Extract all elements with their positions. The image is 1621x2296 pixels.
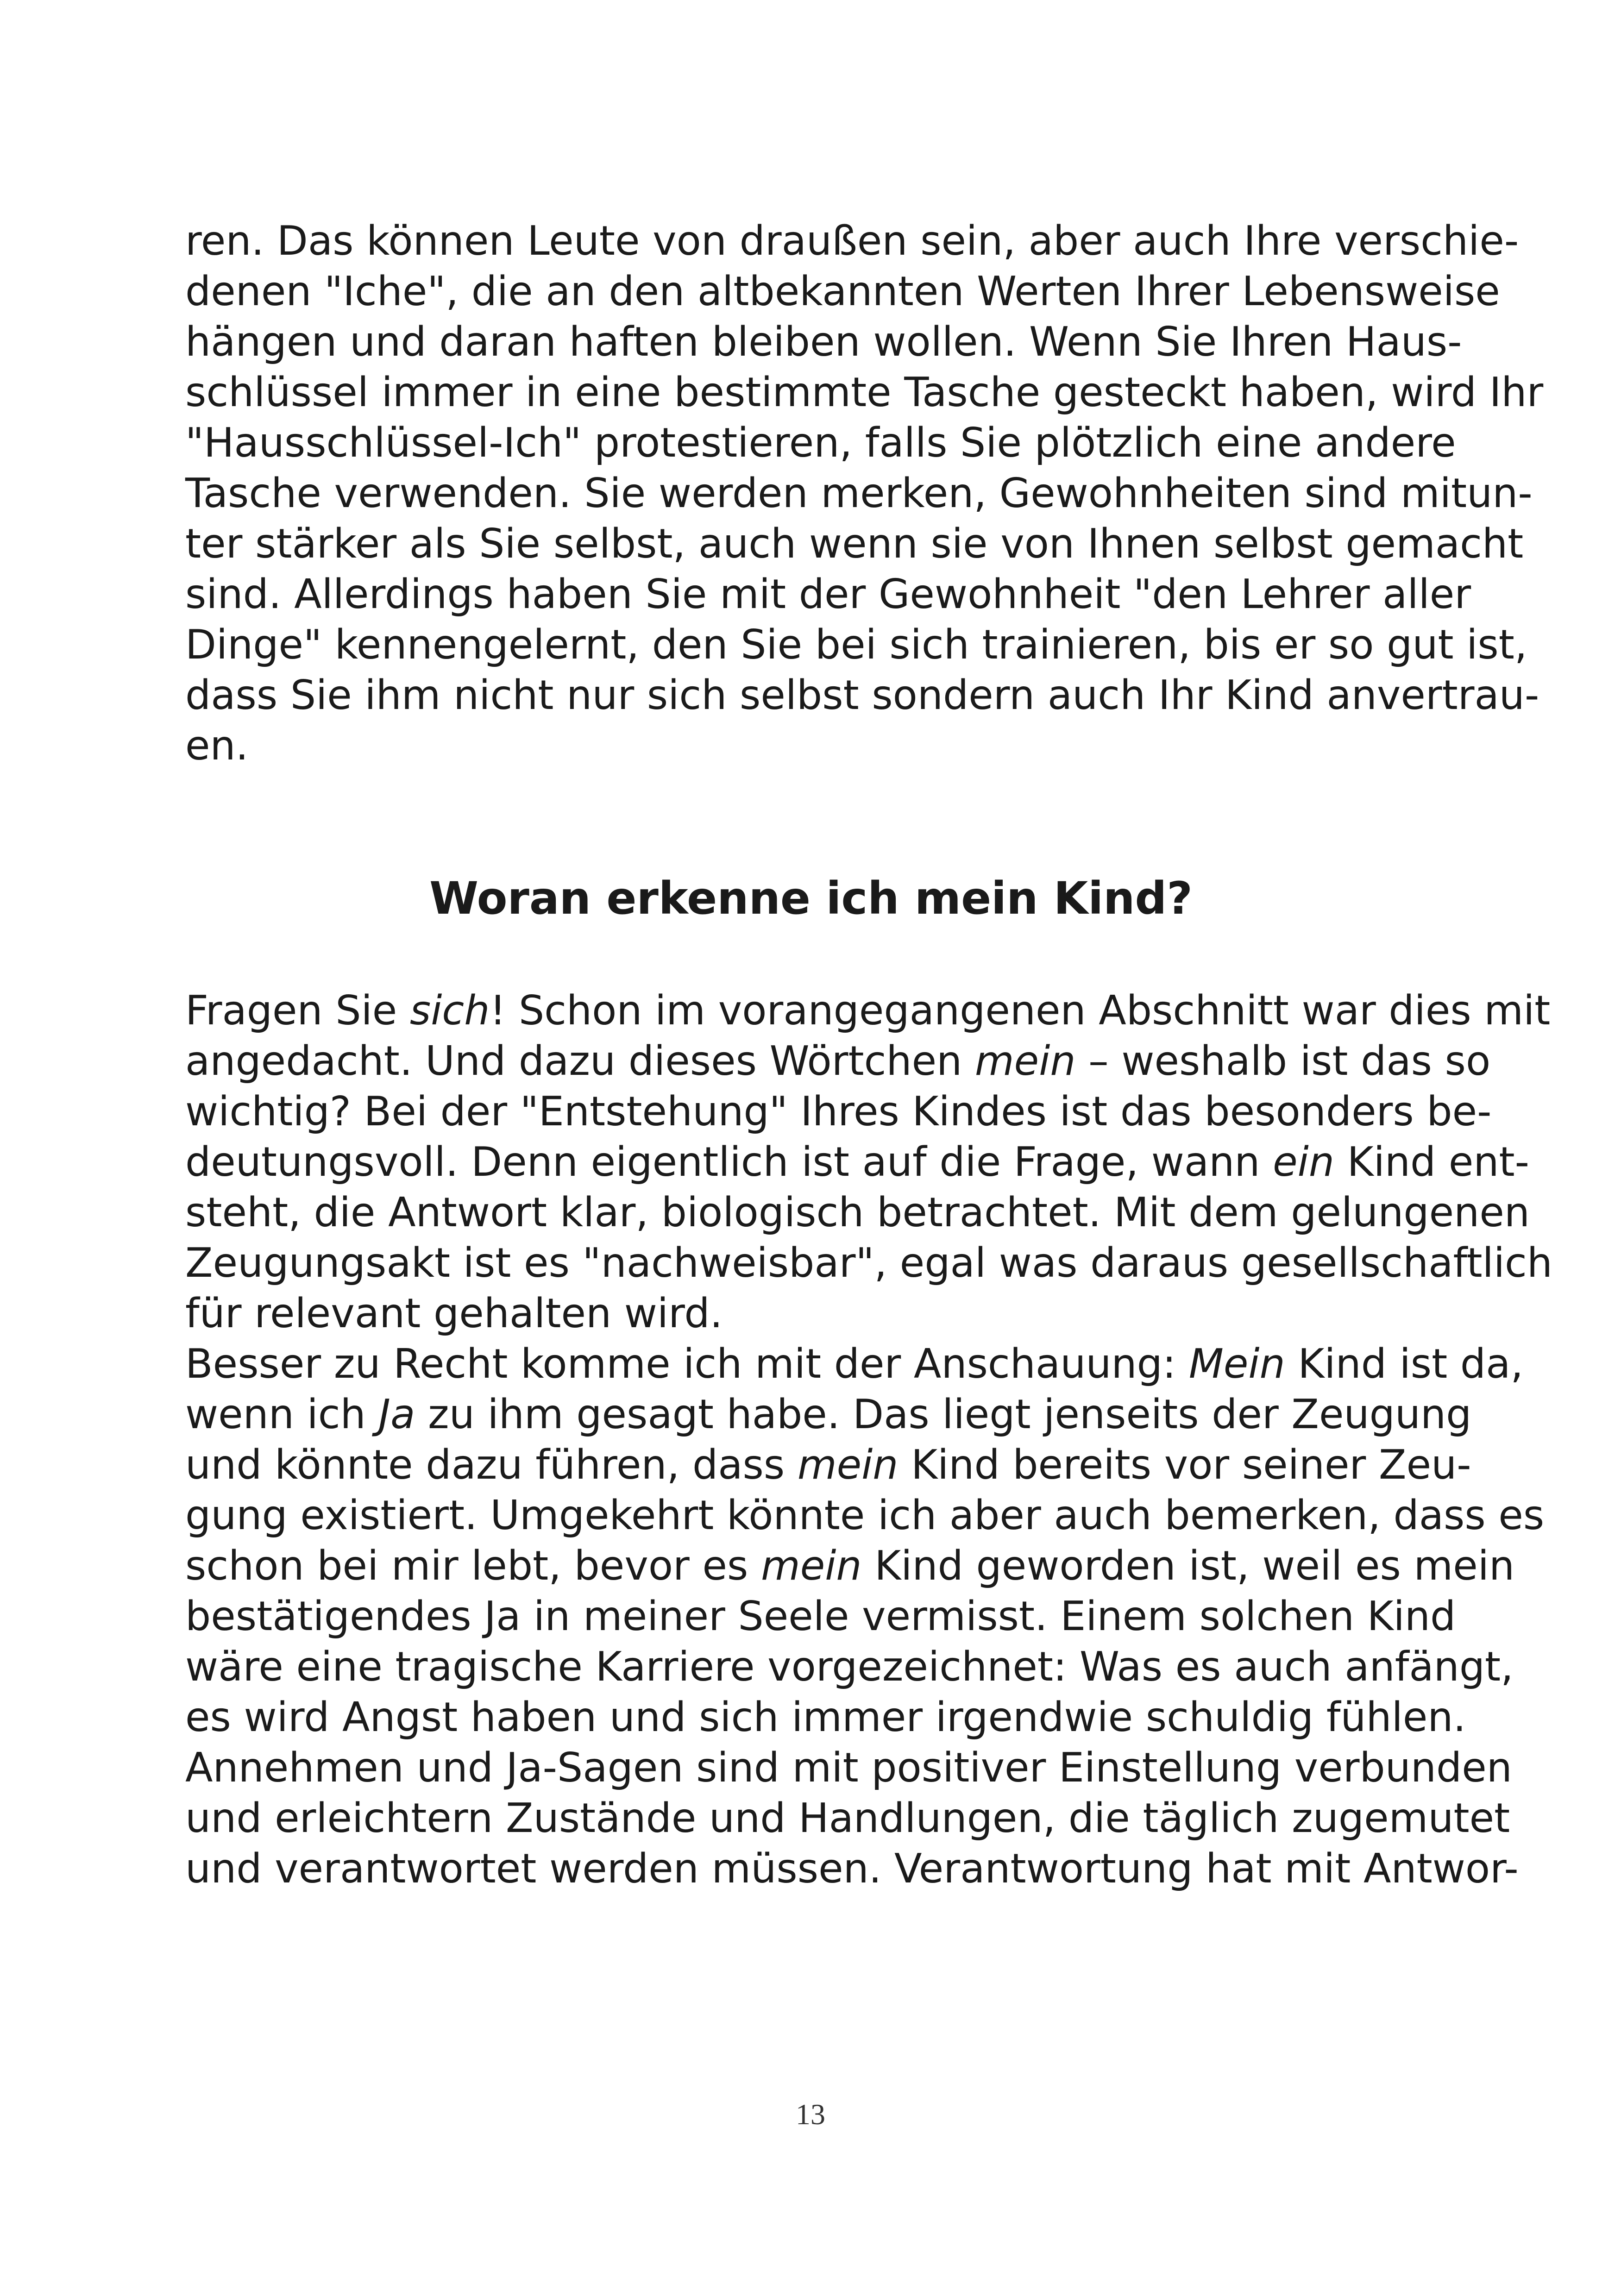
section-heading: Woran erkenne ich mein Kind? bbox=[429, 872, 1193, 924]
text-line: wäre eine tragische Karriere vorgezeichnet: Was es auch anfängt, bbox=[185, 1643, 1514, 1690]
text-line: für relevant gehalten wird. bbox=[185, 1290, 723, 1337]
text-line bbox=[185, 1541, 1515, 1591]
text-line: Tasche verwenden. Sie werden merken, Gewohnheiten sind mitun- bbox=[185, 470, 1533, 517]
text-line bbox=[185, 1440, 1471, 1490]
text-line: Dinge" kennengelernt, den Sie bei sich trainieren, bis er so gut ist, bbox=[185, 621, 1527, 668]
text-run: und könnte dazu führen, dass bbox=[185, 1441, 798, 1488]
section-body bbox=[185, 985, 1552, 1894]
emphasis: mein bbox=[760, 1542, 862, 1589]
text-run: Besser zu Recht komme ich mit der Anschauung: bbox=[185, 1340, 1189, 1387]
text-run: wenn ich bbox=[185, 1391, 379, 1438]
emphasis: sich bbox=[409, 987, 490, 1034]
text-line bbox=[185, 1036, 1491, 1086]
emphasis: Ja bbox=[378, 1391, 415, 1438]
emphasis: mein bbox=[974, 1037, 1076, 1085]
text-line: Annehmen und Ja-Sagen sind mit positiver Einstellung verbunden bbox=[185, 1744, 1512, 1791]
text-line: ter stärker als Sie selbst, auch wenn sie von Ihnen selbst gemacht bbox=[185, 520, 1524, 567]
page-number: 13 bbox=[796, 2098, 825, 2131]
text-run: ! Schon im vorangegangenen Abschnitt war dies mit bbox=[490, 987, 1551, 1034]
text-line: es wird Angst haben und sich immer irgendwie schuldig fühlen. bbox=[185, 1694, 1466, 1741]
text-line: bestätigendes Ja in meiner Seele vermisst. Einem solchen Kind bbox=[185, 1593, 1456, 1640]
text-line: hängen und daran haften bleiben wollen. Wenn Sie Ihren Haus- bbox=[185, 318, 1462, 365]
text-line: wichtig? Bei der "Entstehung" Ihres Kindes ist das besonders be- bbox=[185, 1088, 1492, 1135]
text-line bbox=[185, 1389, 1472, 1440]
text-run: Kind ent- bbox=[1334, 1138, 1530, 1186]
text-line: en. bbox=[185, 722, 249, 769]
text-line bbox=[185, 1339, 1524, 1389]
text-run: Kind geworden ist, weil es mein bbox=[861, 1542, 1515, 1589]
text-run: angedacht. Und dazu dieses Wörtchen bbox=[185, 1037, 975, 1085]
emphasis: Mein bbox=[1188, 1340, 1285, 1387]
text-run: Kind bereits vor seiner Zeu- bbox=[898, 1441, 1471, 1488]
text-line: dass Sie ihm nicht nur sich selbst sondern auch Ihr Kind anvertrau- bbox=[185, 671, 1539, 719]
text-run: Fragen Sie bbox=[185, 987, 410, 1034]
text-run: – weshalb ist das so bbox=[1075, 1037, 1491, 1085]
text-run: schon bei mir lebt, bevor es bbox=[185, 1542, 761, 1589]
text-line: gung existiert. Umgekehrt könnte ich aber auch bemerken, dass es bbox=[185, 1492, 1545, 1539]
text-line: und verantwortet werden müssen. Verantwortung hat mit Antwor- bbox=[185, 1845, 1519, 1892]
emphasis: mein bbox=[797, 1441, 898, 1488]
text-line: Zeugungsakt ist es "nachweisbar", egal was daraus gesellschaftlich bbox=[185, 1239, 1552, 1286]
intro-paragraph bbox=[185, 216, 1544, 771]
text-line bbox=[185, 985, 1551, 1036]
text-line: steht, die Antwort klar, biologisch betrachtet. Mit dem gelungenen bbox=[185, 1189, 1530, 1236]
emphasis: ein bbox=[1273, 1138, 1334, 1186]
text-line: "Hausschlüssel-Ich" protestieren, falls Sie plötzlich eine andere bbox=[185, 419, 1456, 466]
text-line: sind. Allerdings haben Sie mit der Gewohnheit "den Lehrer aller bbox=[185, 571, 1471, 618]
text-line: und erleichtern Zustände und Handlungen, die täglich zugemutet bbox=[185, 1794, 1510, 1842]
text-line bbox=[185, 1137, 1530, 1187]
text-line: schlüssel immer in eine bestimmte Tasche gesteckt haben, wird Ihr bbox=[185, 369, 1544, 416]
text-run: Kind ist da, bbox=[1285, 1340, 1524, 1387]
text-line: ren. Das können Leute von draußen sein, aber auch Ihre verschie- bbox=[185, 217, 1519, 264]
text-line: denen "Iche", die an den altbekannten Werten Ihrer Lebensweise bbox=[185, 268, 1500, 315]
text-run: zu ihm gesagt habe. Das liegt jenseits der Zeugung bbox=[415, 1391, 1472, 1438]
text-run: deutungsvoll. Denn eigentlich ist auf die Frage, wann bbox=[185, 1138, 1273, 1186]
